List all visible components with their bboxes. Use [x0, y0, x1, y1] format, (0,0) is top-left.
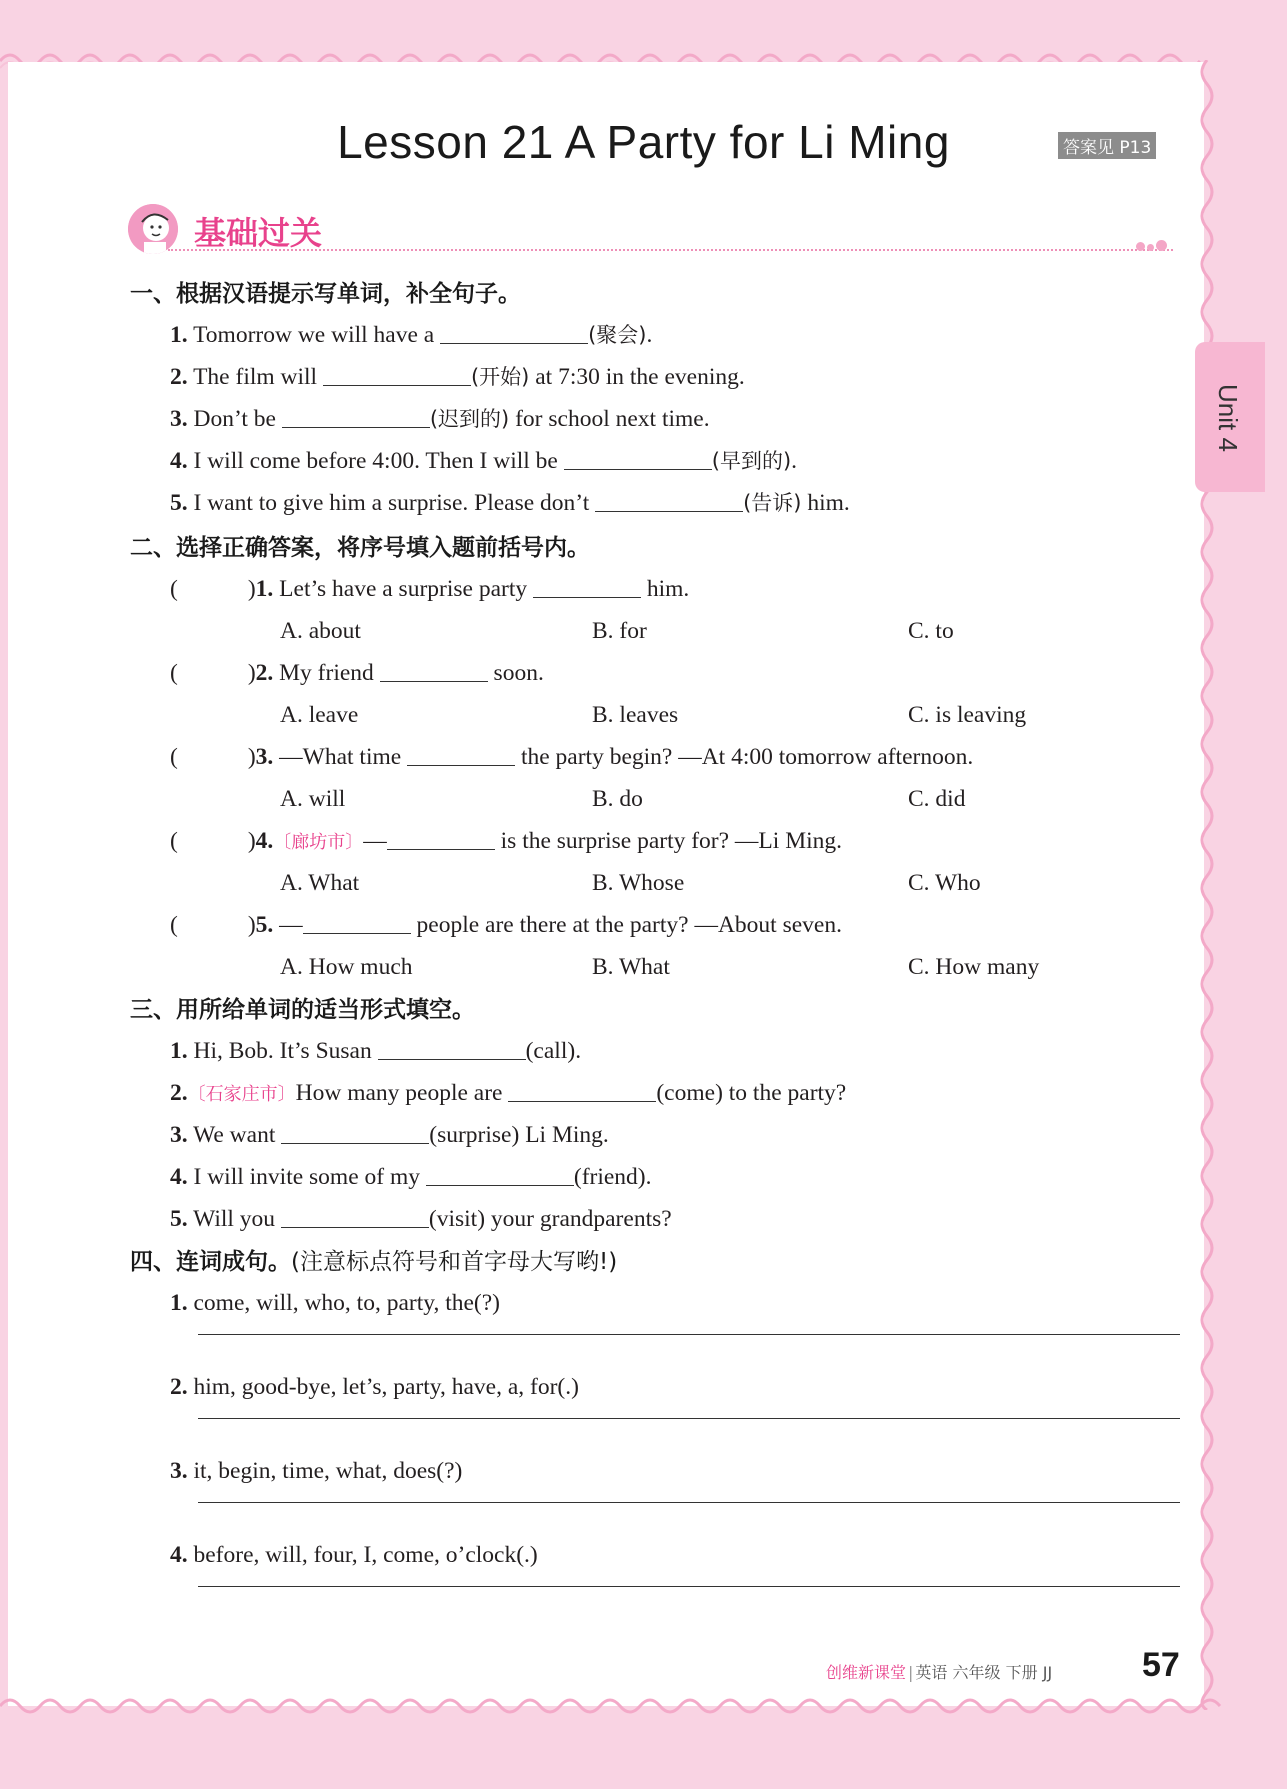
part3-item: 4. I will invite some of my (friend).: [130, 1156, 1180, 1198]
part3-item: 2.〔石家庄市〕How many people are (come) to the party?: [130, 1072, 1180, 1114]
option-c[interactable]: C. is leaving: [908, 702, 1027, 728]
option-row: [130, 778, 1180, 820]
part2-question: ( )4.〔廊坊市〕— is the surprise party for? —Li Ming.: [130, 820, 1180, 862]
answer-blank[interactable]: [281, 1199, 429, 1228]
unit-tab[interactable]: [1195, 342, 1265, 492]
option-row: [130, 694, 1180, 736]
wavy-border-bottom: [0, 1694, 1287, 1724]
option-a[interactable]: A. What: [280, 870, 360, 896]
option-b[interactable]: B. do: [592, 786, 643, 812]
answer-blank[interactable]: [533, 569, 641, 598]
part4-item: 2. him, good-bye, let’s, party, have, a, for(.): [170, 1374, 579, 1400]
wavy-border-right: [1195, 60, 1225, 1710]
part4-item: 1. come, will, who, to, party, the(?): [170, 1290, 500, 1316]
section-header: [128, 202, 1173, 258]
option-row: [130, 946, 1180, 988]
footer-brand: 创维新课堂: [826, 1663, 907, 1682]
answer-blank[interactable]: [564, 441, 712, 470]
footer-grade: 六年级: [952, 1663, 1001, 1682]
answer-blank[interactable]: [426, 1157, 574, 1186]
footer-edition: JJ: [1042, 1663, 1053, 1682]
part2-question: ( )2. My friend soon.: [130, 652, 1180, 694]
answer-blank[interactable]: [282, 399, 430, 428]
part3-item: 5. Will you (visit) your grandparents?: [130, 1198, 1180, 1240]
part1-item: 5. I want to give him a surprise. Please don’t (告诉) him.: [130, 482, 1180, 524]
option-c[interactable]: C. How many: [908, 954, 1040, 980]
answer-blank[interactable]: [380, 653, 488, 682]
option-a[interactable]: A. How much: [280, 954, 413, 980]
dotted-divider: [168, 249, 1173, 251]
part4-item: 3. it, begin, time, what, does(?): [170, 1458, 463, 1484]
answer-blank[interactable]: [508, 1073, 656, 1102]
option-b[interactable]: B. leaves: [592, 702, 679, 728]
answer-line[interactable]: [130, 1324, 1180, 1366]
option-b[interactable]: B. What: [592, 954, 670, 980]
part2-question: ( )3. —What time the party begin? —At 4:00 tomorrow afternoon.: [130, 736, 1180, 778]
answer-line[interactable]: [130, 1492, 1180, 1534]
lesson-title: Lesson 21 A Party for Li Ming: [337, 116, 950, 168]
answer-blank[interactable]: [407, 737, 515, 766]
part1-item: 1. Tomorrow we will have a (聚会).: [130, 314, 1180, 356]
option-a[interactable]: A. will: [280, 786, 346, 812]
option-a[interactable]: A. leave: [280, 702, 359, 728]
answer-blank[interactable]: [440, 315, 588, 344]
part1-item: 2. The film will (开始) at 7:30 in the evening.: [130, 356, 1180, 398]
option-c[interactable]: C. Who: [908, 870, 981, 896]
option-a[interactable]: A. about: [280, 618, 361, 644]
divider-end-dots: [1136, 238, 1169, 256]
part3-heading: 三、用所给单词的适当形式填空。: [130, 997, 475, 1023]
page-number: 57: [1142, 1646, 1180, 1684]
answer-blank[interactable]: [387, 821, 495, 850]
source-tag: 〔石家庄市〕: [187, 1084, 296, 1105]
part2-heading: 二、选择正确答案，将序号填入题前括号内。: [130, 535, 590, 561]
option-b[interactable]: B. for: [592, 618, 647, 644]
exercise-content: [130, 274, 1180, 1618]
answer-blank[interactable]: [378, 1031, 526, 1060]
answer-line[interactable]: [130, 1408, 1180, 1450]
part4-item: 4. before, will, four, I, come, o’clock(.): [170, 1542, 538, 1568]
part1-heading: 一、根据汉语提示写单词，补全句子。: [130, 281, 521, 307]
part1-item: 3. Don’t be (迟到的) for school next time.: [130, 398, 1180, 440]
answer-blank[interactable]: [281, 1115, 429, 1144]
character-avatar-icon: [128, 204, 178, 254]
unit-tab-label: Unit 4: [1213, 384, 1243, 452]
footer-subject: 英语: [915, 1663, 948, 1682]
part3-item: 3. We want (surprise) Li Ming.: [130, 1114, 1180, 1156]
source-tag: 〔廊坊市〕: [273, 832, 364, 853]
answer-blank[interactable]: [323, 357, 471, 386]
part3-item: 1. Hi, Bob. It’s Susan (call).: [130, 1030, 1180, 1072]
option-c[interactable]: C. did: [908, 786, 966, 812]
part2-question: ( )1. Let’s have a surprise party him.: [130, 568, 1180, 610]
option-b[interactable]: B. Whose: [592, 870, 685, 896]
answer-reference-badge: 答案见 P13: [1058, 132, 1156, 159]
section-label: 基础过关: [194, 214, 323, 252]
option-row: [130, 610, 1180, 652]
page-footer: 创维新课堂 | 英语 六年级 下册 JJ: [826, 1663, 1053, 1682]
answer-line[interactable]: [130, 1576, 1180, 1618]
part2-question: ( )5. — people are there at the party? —About seven.: [130, 904, 1180, 946]
option-c[interactable]: C. to: [908, 618, 954, 644]
answer-blank[interactable]: [595, 483, 743, 512]
footer-volume: 下册: [1005, 1663, 1038, 1682]
option-row: [130, 862, 1180, 904]
answer-blank[interactable]: [303, 905, 411, 934]
part4-heading: 四、连词成句。(注意标点符号和首字母大写哟!): [130, 1249, 618, 1275]
part1-item: 4. I will come before 4:00. Then I will be (早到的).: [130, 440, 1180, 482]
